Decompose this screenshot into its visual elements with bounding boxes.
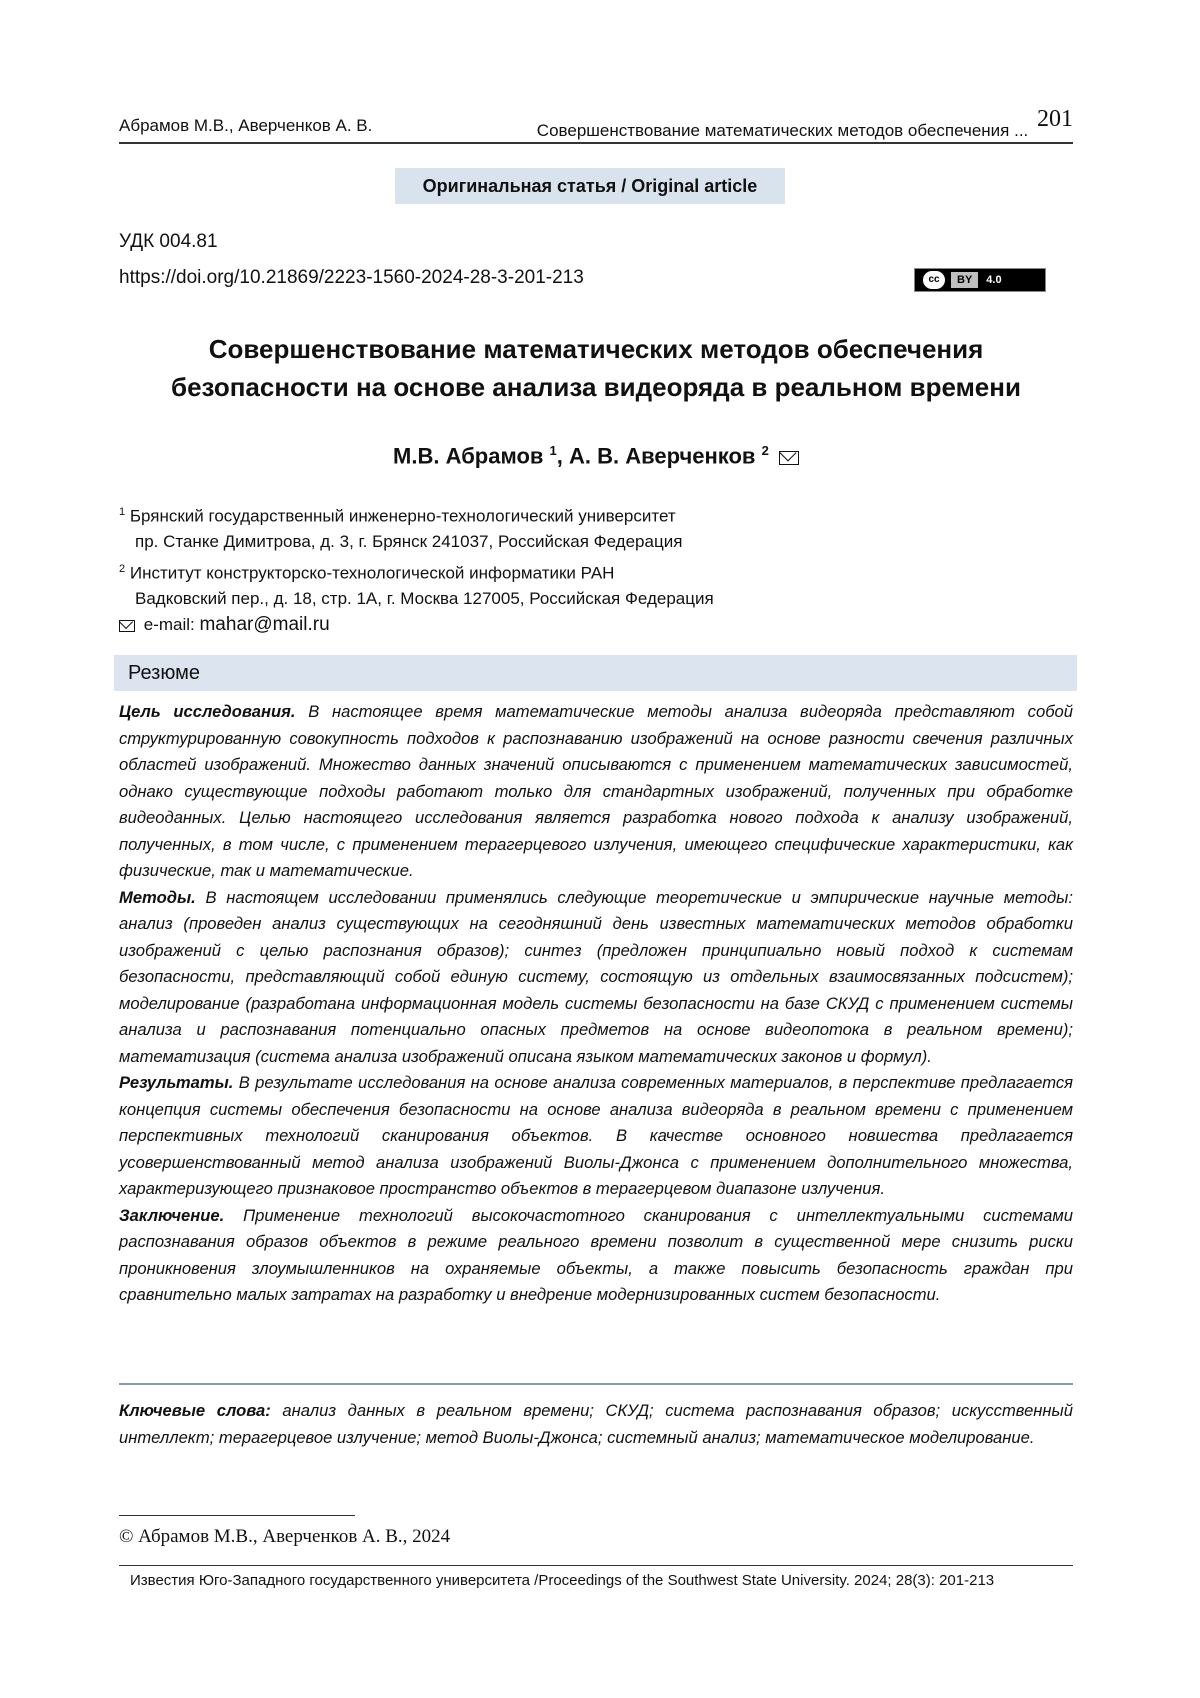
header-title: Совершенствование математических методов обеспечения ... (536, 121, 1029, 140)
keywords-text: анализ данных в реальном времени; СКУД; система распознавания образов; искусственный интеллект; терагерцевое излучение; метод Виолы-Джонса; системный анализ; математическое моделирование. (119, 1401, 1073, 1447)
results-text: В результате исследования на основе анализа современных материалов, в перспективе предлагается концепция системы обеспечения безопасности на основе анализа видеоряда в реальном времени с применением перспективных технологий сканирования объектов. В качестве основного новшества предлагается усовершенствованный метод анализа изображений Виолы-Джонса с применением дополнительного множества, характеризующего признаковое пространство объектов в терагерцевом диапазоне излучения. (119, 1073, 1073, 1198)
page-number: 201 (1037, 106, 1073, 132)
article-type-badge: Оригинальная статья / Original article (395, 168, 785, 204)
affiliation-2-name: Институт конструкторско-технологической информатики РАН (129, 563, 615, 583)
results-label: Результаты. (119, 1073, 234, 1092)
email-label: e-mail: (143, 615, 195, 634)
running-header (119, 106, 1073, 144)
methods-text: В настоящем исследовании применялись следующие теоретические и эмпирические научные методы: анализ (проведен анализ существующих на сегодняшний день известных математических методов обработки изображений с целью распознания образов); синтез (предложен принципиально новый подход к системам безопасности, представляющий собой единую систему, состоящую из отдельных взаимосвязанных подсистем); моделирование (разработана информационная модель системы безопасности на базе СКУД с применением системы анализа и распознавания потенциально опасных предметов на основе видеопотока в реальном времени); математизация (система анализа изображений описана языком математических законов и формул). (119, 887, 1073, 1066)
affiliation-1-name: Брянский государственный инженерно-технологический университет (129, 506, 676, 526)
abstract-methods (119, 885, 1073, 1071)
footer-rule (119, 1565, 1073, 1566)
copyright-notice: © Абрамов М.В., Аверченков А. В., 2024 (119, 1526, 451, 1547)
article-title (119, 330, 1073, 406)
abstract-heading: Резюме (114, 655, 1077, 691)
cc-icon: cc (923, 271, 945, 289)
doi-link[interactable]: https://doi.org/10.21869/2223-1560-2024-28-3-201-213 (119, 267, 584, 288)
envelope-icon (119, 620, 135, 632)
title-line-2: безопасности на основе анализа видеоряда в реальном времени (171, 372, 1021, 402)
author-list (119, 443, 1073, 469)
affiliation-2 (119, 557, 714, 611)
footnote-rule (119, 1515, 355, 1516)
author-2: А. В. Аверченков (569, 443, 756, 469)
author-2-affil: 2 (761, 443, 769, 458)
author-separator: , (556, 443, 569, 469)
affiliation-2-address: Вадковский пер., д. 18, стр. 1А, г. Москва 127005, Российская Федерация (135, 588, 714, 608)
cc-license-badge[interactable] (914, 268, 1046, 292)
affiliation-1-sup: 1 (119, 506, 126, 518)
header-authors: Абрамов М.В., Аверченков А. В. (119, 116, 373, 135)
abstract-body (119, 699, 1073, 1309)
conclusion-text: Применение технологий высокочастотного сканирования с интеллектуальными системами распознавания образов объектов в режиме реального времени позволит в существенной мере снизить риски проникновения злоумышленников на охраняемые объекты, а также повысить безопасность граждан при сравнительно малых затратах на разработку и внедрение модернизированных систем безопасности. (119, 1205, 1073, 1304)
methods-label: Методы. (119, 887, 196, 907)
affiliation-1 (119, 500, 682, 554)
journal-footer: Известия Юго-Западного государственного университета /Proceedings of the Southwest State University. 2024; 28(3): 201-213 (130, 1572, 995, 1589)
keywords-label: Ключевые слова: (119, 1401, 271, 1420)
title-line-1: Совершенствование математических методов обеспечения (208, 334, 984, 364)
cc-by-label: BY (951, 272, 978, 288)
goal-text: В настоящее время математические методы анализа видеоряда представляют собой структурированную совокупность подходов к распознаванию изображений на основе разности свечения различных областей изображений. Множество данных значений описываются с применением математических зависимостей, однако существующие подходы работают только для стандартных изображений, полученных при обработке видеоданных. Целью настоящего исследования является разработка нового подхода к анализу изображений, полученных, в том числе, с применением терагерцевого излучения, имеющего специфические характеристики, как физические, так и математические. (119, 702, 1073, 880)
header-right (536, 106, 1073, 140)
udk-code: УДК 004.81 (119, 231, 218, 252)
keywords (119, 1397, 1073, 1451)
contact-email (119, 614, 330, 636)
affiliation-2-sup: 2 (119, 563, 126, 575)
email-address[interactable]: mahar@mail.ru (199, 614, 330, 635)
abstract-conclusion (119, 1203, 1073, 1309)
cc-version: 4.0 (986, 274, 1002, 286)
abstract-goal (119, 699, 1073, 885)
section-divider (119, 1383, 1073, 1385)
envelope-icon (779, 451, 799, 465)
goal-label: Цель исследования. (119, 702, 296, 721)
affiliation-1-address: пр. Станке Димитрова, д. 3, г. Брянск 241037, Российская Федерация (135, 531, 683, 551)
conclusion-label: Заключение. (119, 1205, 225, 1225)
author-1-affil: 1 (549, 443, 557, 458)
abstract-results (119, 1070, 1073, 1203)
author-1: М.В. Абрамов (393, 443, 544, 469)
